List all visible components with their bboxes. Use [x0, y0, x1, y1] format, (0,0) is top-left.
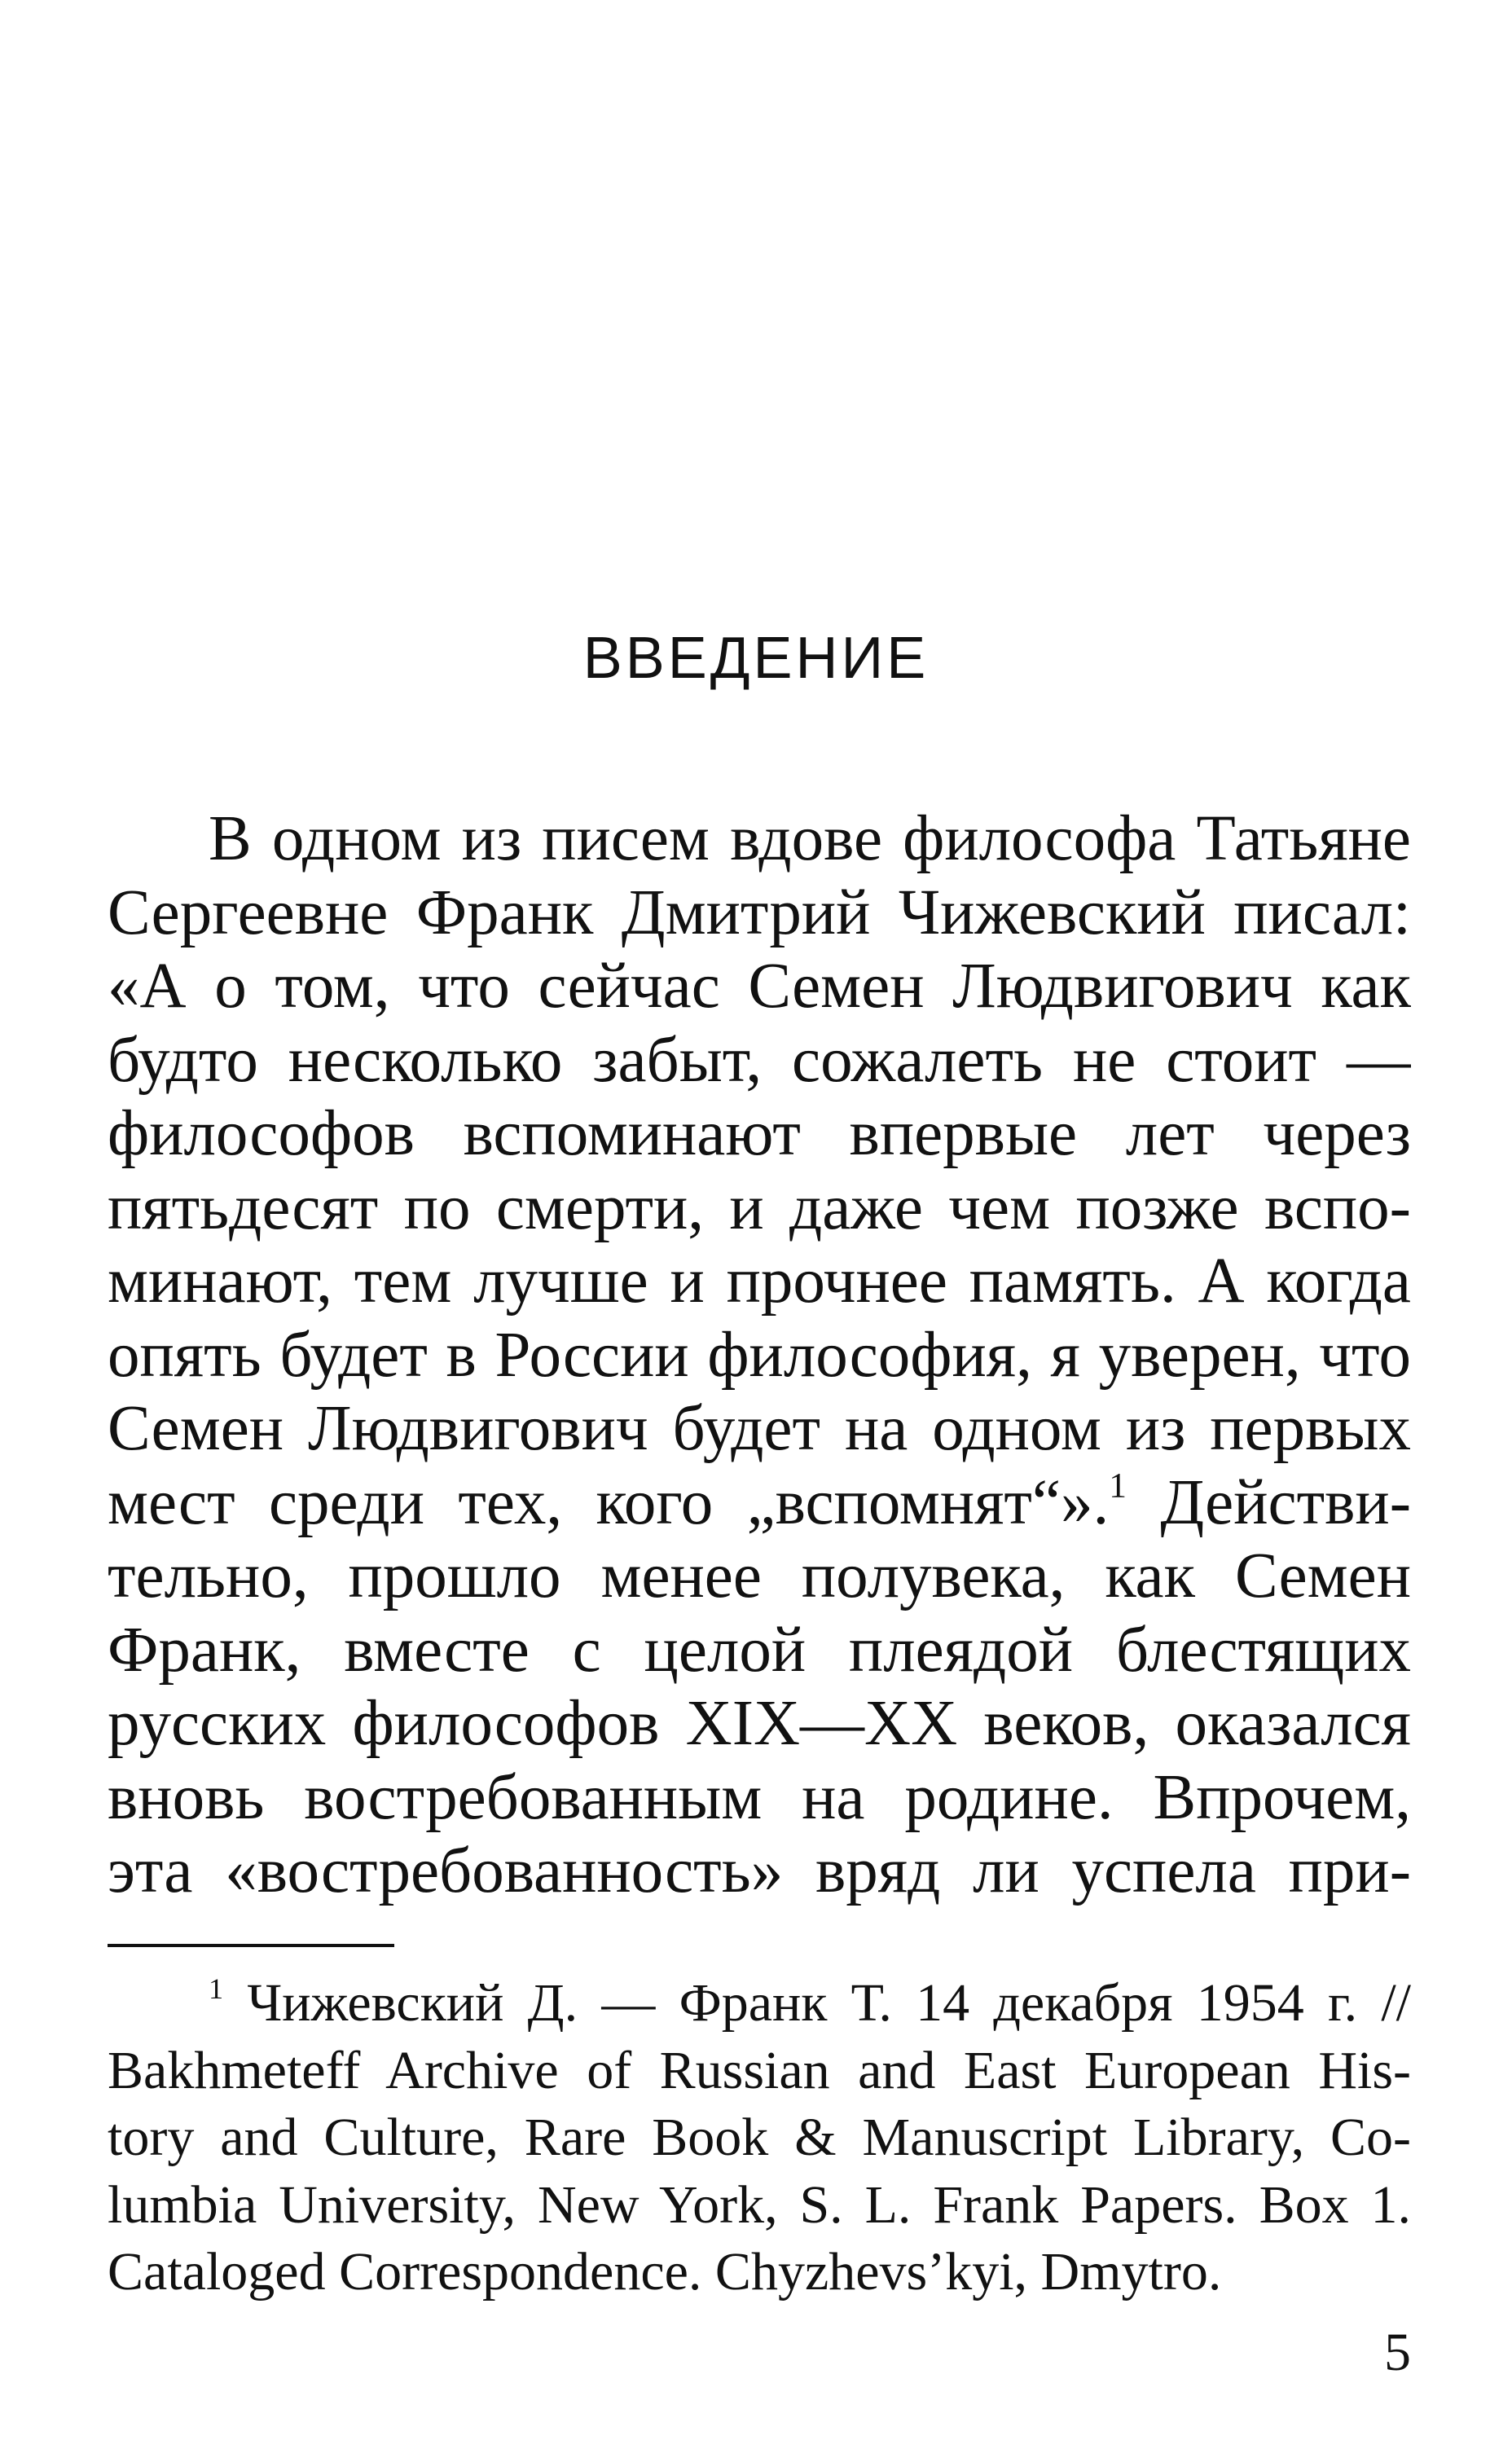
body-line: опять будет в России философия, я уверен, что: [108, 1319, 1411, 1391]
body-line-tail: Действи-: [1127, 1466, 1411, 1538]
footnote-line: tory and Culture, Rare Book & Manuscript Library, Co-: [108, 2108, 1411, 2167]
body-line: эта «востребованность» вряд ли успела при-: [108, 1835, 1411, 1906]
body-line: «А о том, что сейчас Семен Людвигович как: [108, 951, 1411, 1022]
footnote: [108, 1970, 1411, 2306]
chapter-heading: ВВЕДЕНИЕ: [582, 626, 930, 691]
page-number: 5: [1384, 2323, 1411, 2382]
footnote-line: [108, 1970, 1411, 2038]
body-line: Франк, вместе с целой плеядой блестящих: [108, 1614, 1411, 1686]
footnote-marker: 1: [209, 1972, 224, 2005]
body-line: тельно, прошло менее полувека, как Семен: [108, 1541, 1411, 1611]
body-line: пятьдесят по смерти, и даже чем позже вспо-: [108, 1172, 1411, 1243]
body-line: минают, тем лучше и прочнее память. А когда: [108, 1246, 1411, 1317]
footnote-line: Bakhmeteff Archive of Russian and East European His-: [108, 2040, 1411, 2100]
footnote-line-text: Чижевский Д. — Франк Т. 14 декабря 1954 г. //: [223, 1973, 1411, 2033]
body-line: вновь востребованным на родине. Впрочем,: [108, 1761, 1411, 1833]
footnote-line: lumbia University, New York, S. L. Frank Papers. Box 1.: [108, 2174, 1411, 2235]
body-line: Сергеевне Франк Дмитрий Чижевский писал:: [108, 877, 1411, 948]
body-line: В одном из писем вдове философа Татьяне: [209, 803, 1411, 874]
footnote-line: Cataloged Correspondence. Chyzhevs’kyi, Dmytro.: [108, 2242, 1222, 2302]
footnote-separator: [108, 1944, 394, 1947]
footnote-reference[interactable]: 1: [1109, 1466, 1127, 1505]
body-paragraph: [108, 802, 1411, 1909]
body-line-text: мест среди тех, кого „вспомнят“».: [108, 1466, 1110, 1538]
body-line: философов вспоминают впервые лет через: [108, 1098, 1411, 1169]
body-line: русских философов XIX—XX веков, оказался: [108, 1688, 1411, 1759]
body-line: Семен Людвигович будет на одном из первых: [108, 1393, 1411, 1464]
body-line-with-footnote-ref: [108, 1466, 1411, 1541]
body-line: будто несколько забыт, сожалеть не стоит —: [108, 1024, 1411, 1096]
